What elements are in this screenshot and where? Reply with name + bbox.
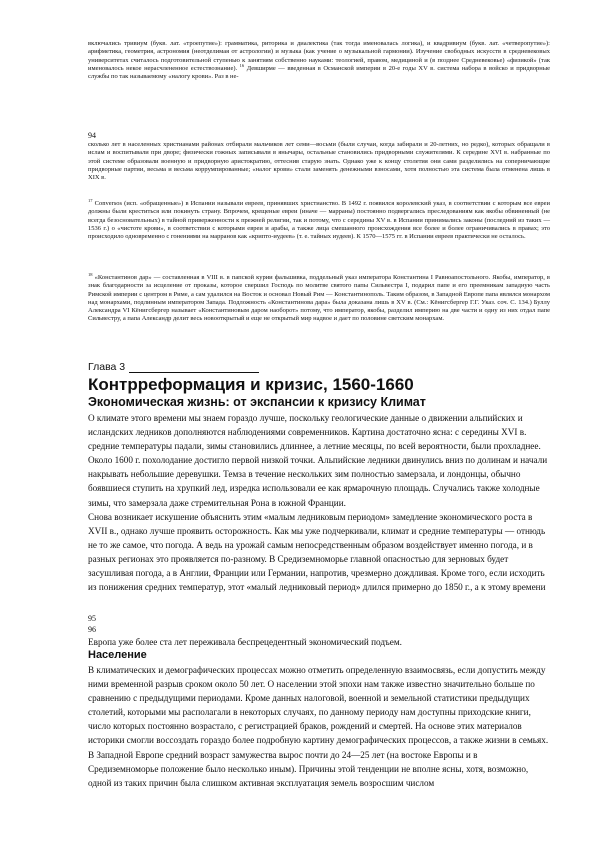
footnote-18-text: «Константинов дар» — составленная в VIII в. в папской курии фальшивка, поддельный указ императора Константина I Равноапостольного. Якобы, император, в знак благодарности за исцеление от проказы, которое свершил Господь по молитве святого папы Сильвестра I, подарил папе и его преемникам западную часть Римской империи с центром в Риме, а сам удалился на Восток и основал Новый Рим — Константинополь. Таким образом, в Западной Европе папа являлся монархом над монархами, подлинным императором Запада. Подложность «Константинова дара» была доказана лишь в XV в. (См.: Кёнигсбергер Г.Г. Указ. соч. С. 134.) Буллу Александра VI Кёнигсбергер называет «Константиновым даром наоборот» потому, что император, якобы, разделил империю на две части и одну из них отдал папе Сильвестру, а папа Александр делит весь новооткрытый и еще не открытый мир надвое и дает по половине светским монархам. (88, 274, 551, 323)
footnote-marker-16: 16 (239, 62, 245, 68)
footnote-16-continued: сколько лет в населенных христианами районах отбирали мальчиков лет семи—восьми (были случаи, когда забирали и 20-летних, но редко), которых обращали в ислам и воспитывали при дворе; физически гожных записывали в янычары, остальные становились придворными служителями. К середине XVI в. набранные по этой системе образовали военную и придворную аристократию, оттеснив старую знать. Однако уже к концу столетия они сами разделились на соперничающие придворные партии, весьма и весьма коррумпированные; «налог крови» стали заменять денежными взносами, хотя полностью эта система была отменена лишь в XIX в. (88, 141, 550, 181)
paragraph-population-1: В климатических и демографических процессах можно отметить определенную взаимосвязь, если допустить между ними временной разрыв сроком около 50 лет. О населении этой эпохи нам также известно значительно больше по сравнению с предыдущими периодами. Кроме данных налоговой, военной и земельной статистики предыдущих столетий, которыми мы располагали в некоторых случаях, по данному периоду нам доступны приходские книги, число которых постоянно возрастало, с регистрацией браков, рождений и смертей. На основе этих материалов историки смогли воссоздать гораздо более подробную картину демографических процессов, а также жизни в семьях. (88, 665, 549, 746)
page-number-94: 94 (88, 131, 96, 140)
footnote-17 (88, 197, 551, 241)
paragraph-climate-1: О климате этого времени мы знаем гораздо лучше, поскольку геологические данные о движении альпийских и исландских ледников дополняются наблюдениями современников. Картина достаточно ясна: с середины XVI в. средние температуры падали, зимы становились длиннее, а летние месяцы, по всей вероятности, были прохладнее. Около 1600 г. похолодание достигло первой низкой точки. Альпийские ледники двинулись вниз по долинам и начали накрывать небольшие деревушки. Темза в течение нескольких зим полностью замерзала, и лондонцы, обычно боявшиеся ступить на хрупкий лед, изредка использовали ее как ярмарочную площадь. Случались также холодные зимы, что замерзала даже стремительная Рона в южной Франции. (88, 413, 548, 508)
page-number-95: 95 (88, 614, 96, 623)
footnote-block-continued (88, 40, 550, 81)
footnote-text: включались тривиум (букв. лат. «троепутие»): грамматика, риторика и диалектика (так тогда именовалась логика), и квадривиум (букв. лат. «четверопутие»): арифметика, геометрия, астрономия (неотделимая от астрологии) и музыка (как учение о музыкальной гармонии). Изучение свободных искусств в средневековых университетах считалось подготовительной ступенью к занятиям собственно науками: теологией, правом, медициной и (в позднее Средневековье) «физикой» (так именовалось некое нерасчлененное естествознание). (88, 40, 550, 72)
section-heading-population: Население (88, 649, 147, 661)
paragraph-population-2: В Западной Европе средний возраст замужества вырос почти до 24—25 лет (на востоке Европы и в Средиземноморье положение было несколько иным). Причины этой тенденции не вполне ясны, хотя, возможно, одной из таких причин была слишком активная эксплуатация земель возросшим числом (88, 750, 529, 789)
footnote-18 (88, 271, 551, 324)
paragraph-continued: Европа уже более ста лет переживала беспрецедентный экономический подъем. (88, 637, 402, 647)
footnote-16-text: Девширме — введенная в Османской империи в 20-е годы XV в. система набора в войско и придворные службы по так называемому «налогу крови». Раз в не- (88, 64, 550, 80)
chapter-subtitle: Экономическая жизнь: от экспансии к кризису Климат (88, 395, 426, 409)
footnote-marker-18: 18 (88, 271, 93, 277)
chapter-label (88, 361, 259, 373)
footnote-17-text: Conversos (исп. «обращенные») в Испании называли евреев, принявших христианство. В 1492 г. появился королевский указ, в соответствии с которым все евреи должны были креститься или покинуть страну. Впрочем, крещеные евреи (иначе — марраны) постоянно подвергались преследованиям как якобы обвиненный (не всегда безосновательных) в тайной приверженности к прежней религии, так и потому, что с середины XV в. в Испании принимались законы (последний из таких — 1536 г.) о «чистоте крови», в соответствии с которыми евреи и арабы, а также лица смешанного происхождения все более и более ограничивались в правах; это происходило одновременно с гонениями на марранов как «крипто-иудеев» (т. е. тайных иудеев). К 1570—1575 гг. в Испании евреев практически не осталось. (88, 200, 551, 240)
chapter-label-text: Глава 3 (88, 361, 126, 373)
paragraph-climate-2: Снова возникает искушение объяснить этим «малым ледниковым периодом» замедление экономического роста в XVII в., однако лучше проявить осторожность. Как мы уже подчеркивали, климат и средние температуры — отнюдь не то же самое, что погода. А ведь на урожай самым непосредственным образом воздействует именно погода, и в разных регионах это проявляется по-разному. В Средиземноморье главной опасностью для зерновых будет засушливая погода, а в Англии, Франции или Германии, напротив, чрезмерно дождливая. Кроме того, если исходить из понижения средних температур, этот «малый ледниковый период» длился примерно до 1850 г., а к этому времени (88, 512, 546, 593)
page-number-96: 96 (88, 625, 96, 634)
footnote-marker-17: 17 (88, 197, 93, 203)
chapter-title: Контрреформация и кризис, 1560-1660 (88, 375, 414, 394)
chapter-underline (129, 363, 259, 373)
